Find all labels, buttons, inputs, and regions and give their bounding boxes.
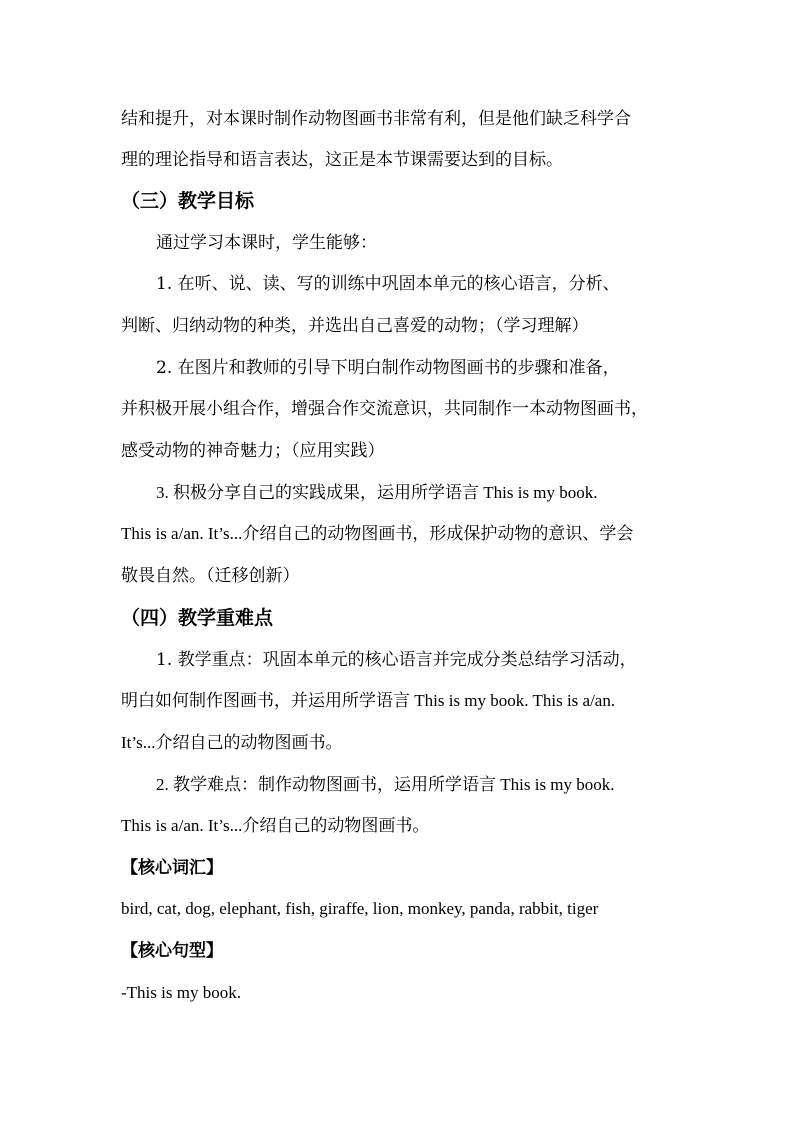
key-point-item-1-cont: 明白如何制作图画书，并运用所学语言 This is my book. This is a/an. [121, 691, 616, 710]
objective-item-2-cont: 并积极开展小组合作，增强合作交流意识，共同制作一本动物图画书， [121, 399, 648, 419]
objective-item-3: 3. 积极分享自己的实践成果，运用所学语言 This is my book. [156, 483, 598, 502]
core-sentence-patterns-label: 【核心句型】 [121, 941, 223, 961]
objective-item-3-cont: This is a/an. It’s...介绍自己的动物图画书，形成保护动物的意识、学会 [121, 524, 634, 543]
paragraph-line: 理的理论指导和语言表达，这正是本节课需要达到的目标。 [121, 150, 563, 170]
key-point-item-1: 1. 教学重点：巩固本单元的核心语言并完成分类总结学习活动， [156, 650, 637, 670]
core-sentence-pattern: -This is my book. [121, 983, 241, 1002]
objective-item-1-cont: 判断、归纳动物的种类，并选出自己喜爱的动物；（学习理解） [121, 316, 589, 336]
objective-item-2: 2. 在图片和教师的引导下明白制作动物图画书的步骤和准备， [156, 358, 620, 378]
objective-item-3-cont: 敬畏自然。（迁移创新） [121, 566, 300, 586]
core-vocabulary-list: bird, cat, dog, elephant, fish, giraffe, lion, monkey, panda, rabbit, tiger [121, 899, 599, 918]
objective-item-1: 1. 在听、说、读、写的训练中巩固本单元的核心语言，分析、 [156, 274, 620, 294]
paragraph-line: 结和提升，对本课时制作动物图画书非常有利，但是他们缺乏科学合 [121, 109, 631, 129]
key-point-item-2-cont: This is a/an. It’s...介绍自己的动物图画书。 [121, 816, 430, 835]
section-heading-key-points: （四）教学重难点 [121, 607, 274, 629]
key-point-item-1-cont: It’s...介绍自己的动物图画书。 [121, 733, 343, 752]
core-vocabulary-label: 【核心词汇】 [121, 858, 223, 878]
key-point-item-2: 2. 教学难点：制作动物图画书，运用所学语言 This is my book. [156, 775, 615, 794]
section-heading-objectives: （三）教学目标 [121, 190, 255, 212]
objectives-intro: 通过学习本课时，学生能够： [156, 233, 377, 253]
objective-item-2-cont: 感受动物的神奇魅力；（应用实践） [121, 441, 385, 461]
